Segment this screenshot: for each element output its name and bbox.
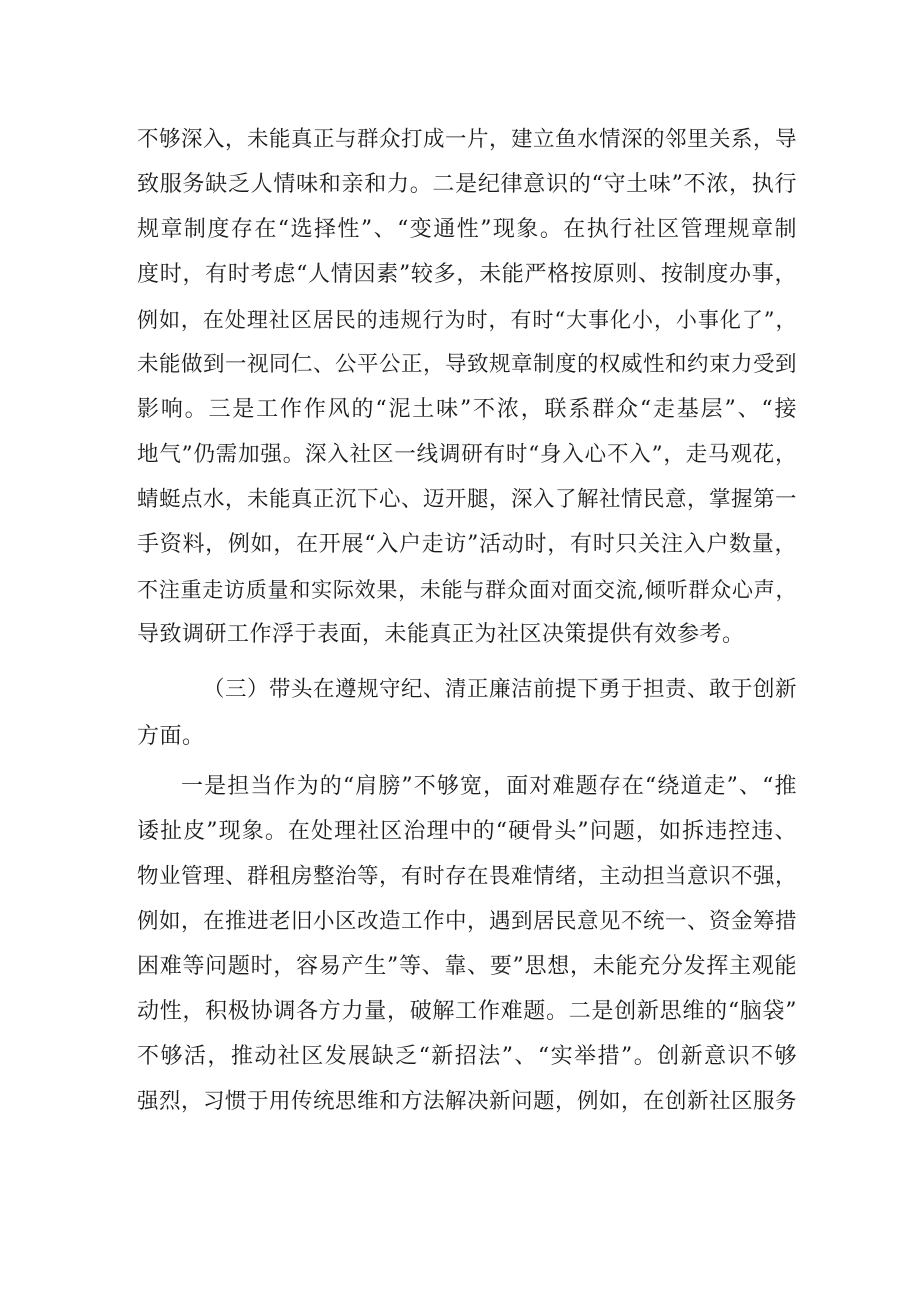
paragraph-1-line-12: 导致调研工作浮于表面，未能真正为社区决策提供有效参考。 <box>137 622 745 647</box>
section-heading-line-2: 方面。 <box>137 724 205 749</box>
section-heading-line-1: （三）带头在遵规守纪、清正廉洁前提下勇于担责、敢于创新 <box>203 677 798 702</box>
paragraph-3-line-8: 强烈，习惯于用传统思维和方法解决新问题，例如，在创新社区服务 <box>137 1089 798 1114</box>
paragraph-1-line-1: 不够深入，未能真正与群众打成一片，建立鱼水情深的邻里关系，导 <box>137 127 798 152</box>
paragraph-1-line-11: 不注重走访质量和实际效果，未能与群众面对面交流,倾听群众心声， <box>137 578 797 602</box>
paragraph-1-line-9: 蜻蜓点水，未能真正沉下心、迈开腿，深入了解社情民意，掌握第一 <box>137 487 798 512</box>
paragraph-1-line-2: 致服务缺乏人情味和亲和力。二是纪律意识的“守土味”不浓，执行 <box>137 172 797 197</box>
paragraph-1-line-3: 规章制度存在“选择性”、“变通性”现象。在执行社区管理规章制 <box>137 217 797 242</box>
document-body <box>137 0 797 1301</box>
paragraph-1-line-8: 地气”仍需加强。深入社区一线调研有时“身入心不入”，走马观花， <box>137 442 797 467</box>
paragraph-3-line-5: 困难等问题时，容易产生”等、靠、要”思想，未能充分发挥主观能 <box>137 954 797 979</box>
paragraph-3-line-7: 不够活，推动社区发展缺乏“新招法”、“实举措”。创新意识不够 <box>137 1044 797 1069</box>
paragraph-3-line-6: 动性，积极协调各方力量，破解工作难题。二是创新思维的“脑袋” <box>137 999 797 1024</box>
paragraph-1-line-10: 手资料，例如，在开展“入户走访”活动时，有时只关注入户数量， <box>137 532 797 557</box>
paragraph-1-line-6: 未能做到一视同仁、公平公正，导致规章制度的权威性和约束力受到 <box>137 352 798 377</box>
paragraph-1-line-7: 影响。三是工作作风的“泥土味”不浓，联系群众“走基层”、“接 <box>137 397 797 422</box>
paragraph-1-line-4: 度时，有时考虑“人情因素”较多，未能严格按原则、按制度办事， <box>137 262 797 287</box>
paragraph-3-line-1: 一是担当作为的“肩膀”不够宽，面对难题存在“绕道走”、“推 <box>181 774 797 799</box>
paragraph-3-line-2: 诿扯皮”现象。在处理社区治理中的“硬骨头”问题，如拆违控违、 <box>137 819 797 844</box>
paragraph-3-line-4: 例如，在推进老旧小区改造工作中，遇到居民意见不统一、资金筹措 <box>137 909 798 934</box>
paragraph-3-line-3: 物业管理、群租房整治等，有时存在畏难情绪，主动担当意识不强， <box>137 864 798 889</box>
paragraph-1-line-5: 例如，在处理社区居民的违规行为时，有时“大事化小，小事化了”， <box>137 308 797 332</box>
